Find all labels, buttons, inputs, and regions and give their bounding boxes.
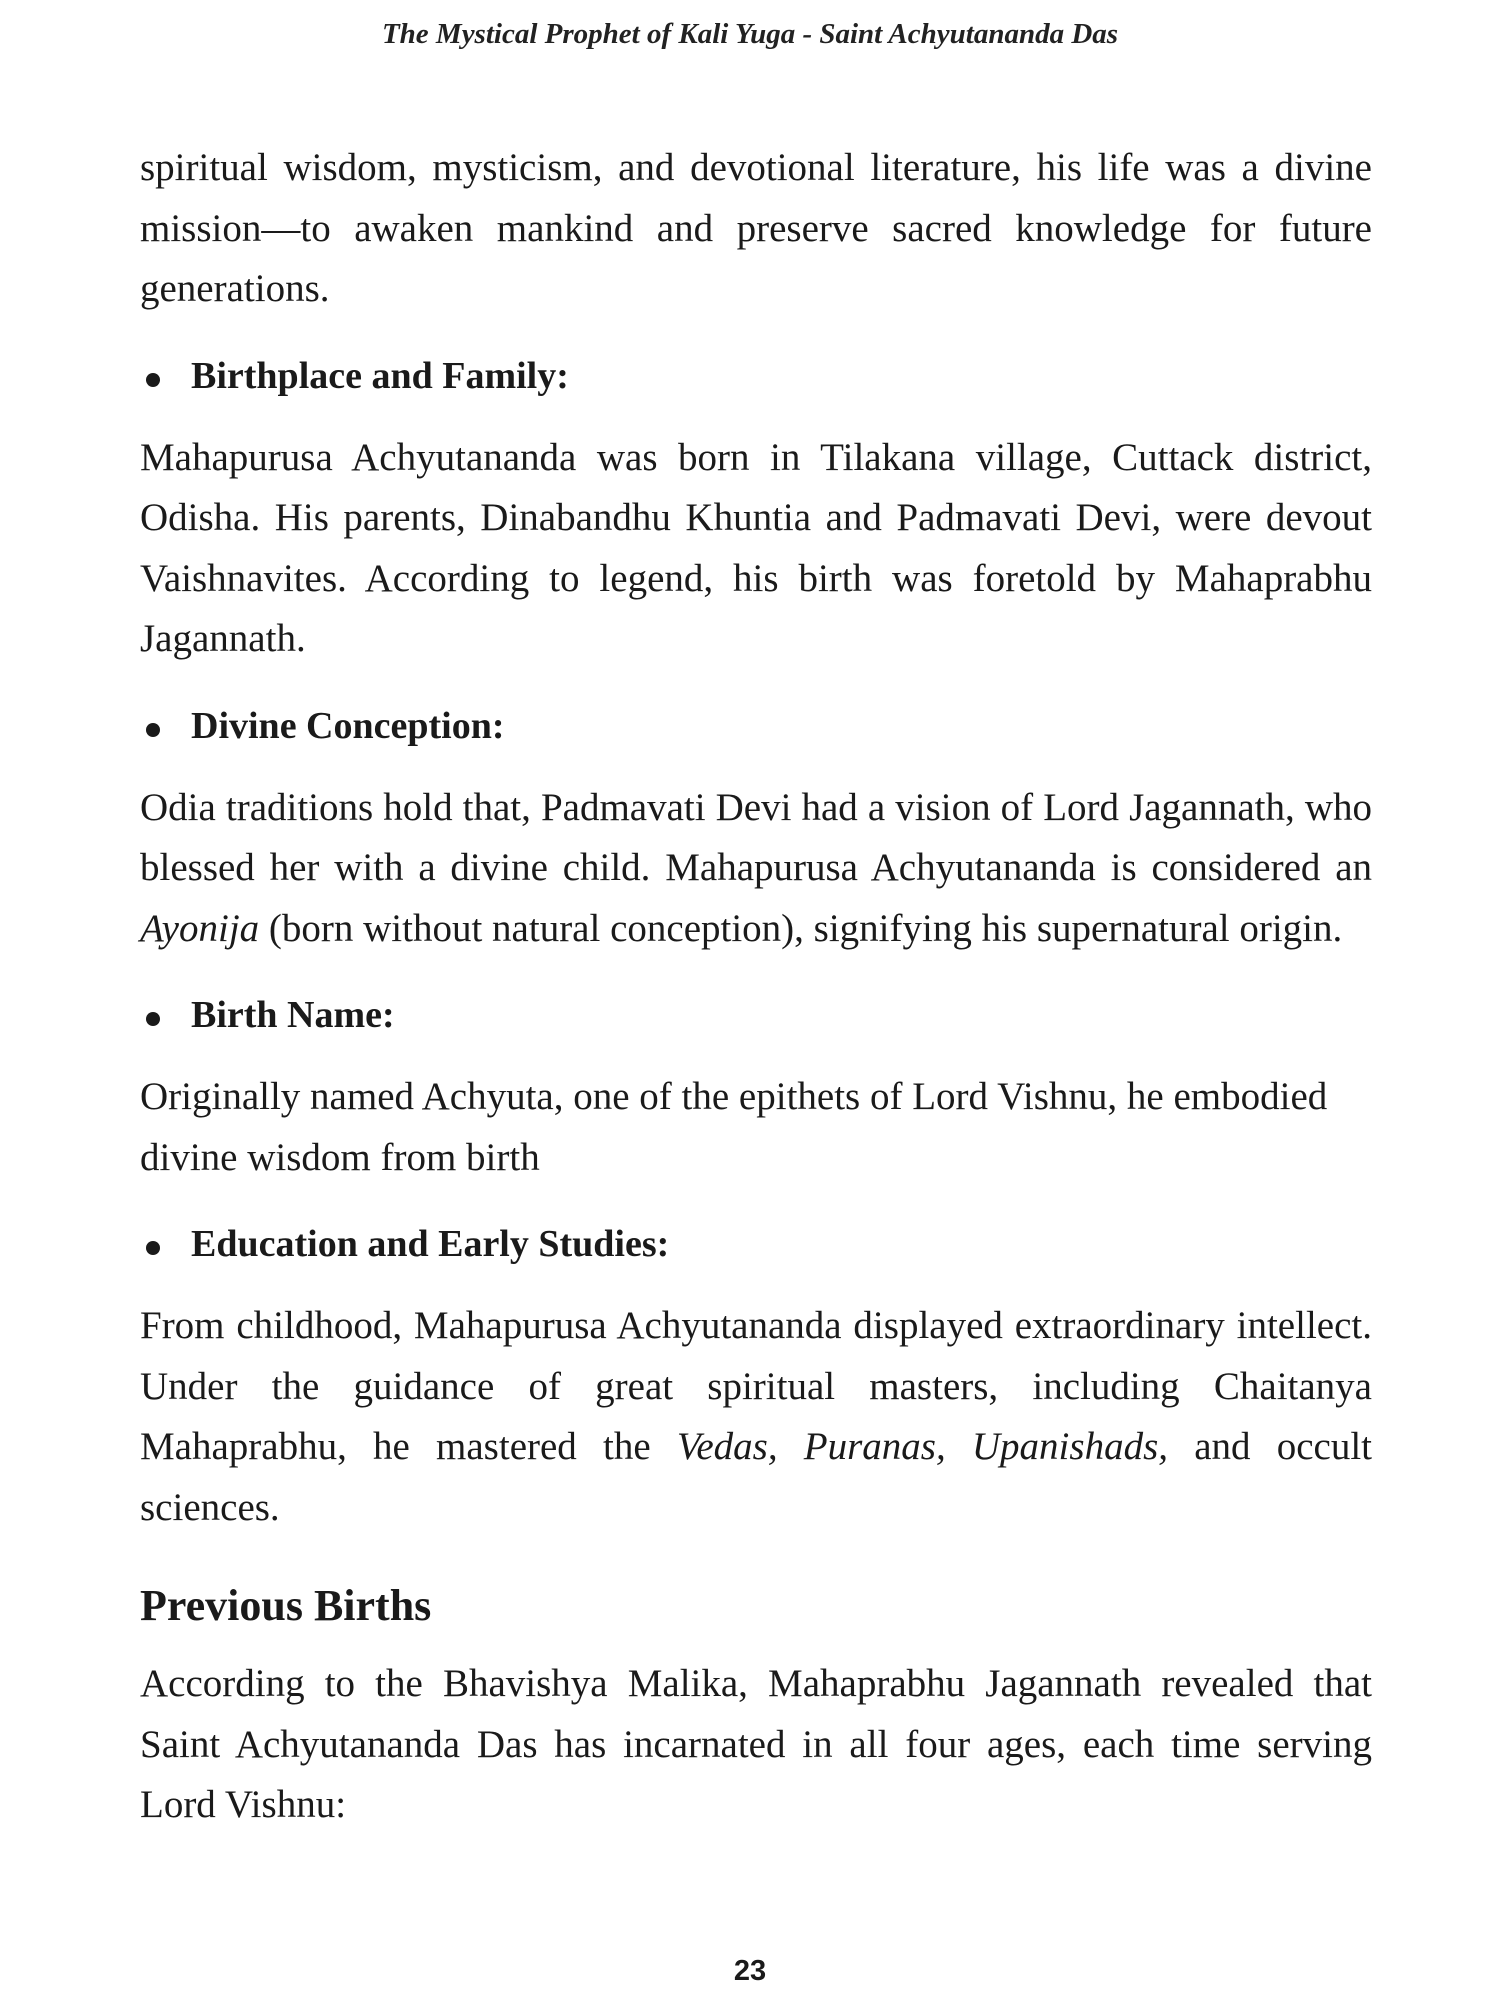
- birth-name-paragraph: Originally named Achyuta, one of the epithets of Lord Vishnu, he embodied divine wisdom from birth: [140, 1075, 1328, 1179]
- bullet-heading-birth-name: [140, 985, 1372, 1045]
- bullet-heading-label: Divine Conception:: [191, 704, 505, 747]
- bullet-heading-label: Birthplace and Family:: [191, 354, 569, 397]
- conception-text-end: (born without natural conception), signifying his supernatural origin.: [259, 906, 1343, 950]
- education-paragraph: [140, 1296, 1372, 1538]
- bullet-heading-education: [140, 1214, 1372, 1274]
- bullet-heading-birthplace: [140, 346, 1372, 406]
- birthplace-paragraph: Mahapurusa Achyutananda was born in Tilakana village, Cuttack district, Odisha. His parents, Dinabandhu Khuntia and Padmavati Devi, were devout Vaishnavites. According to legend, his birth was foretold by Mahaprabhu Jagannath.: [140, 435, 1372, 660]
- education-text-start: From childhood, Mahapurusa Achyutananda displayed extraordinary intellect. Under the guidance of great spiritual masters, including Chaitanya Mahaprabhu, he mastered the: [140, 1304, 1372, 1468]
- conception-text-start: Odia traditions hold that, Padmavati Devi had a vision of Lord Jagannath, who blessed her with a divine child. Mahapurusa Achyutananda is considered an: [140, 785, 1372, 889]
- bullet-heading-conception: [140, 696, 1372, 756]
- conception-paragraph: [140, 778, 1372, 960]
- intro-paragraph: spiritual wisdom, mysticism, and devotional literature, his life was a divine mission—to awaken mankind and preserve sacred knowledge for future generations.: [140, 146, 1372, 310]
- bullet-icon: [146, 1241, 160, 1255]
- bullet-icon: [146, 1012, 160, 1026]
- bullet-icon: [146, 373, 160, 387]
- page-number: 23: [733, 1955, 767, 1987]
- section-heading-previous-births: Previous Births: [140, 1581, 432, 1630]
- education-text-end: and occult sciences.: [140, 1425, 1372, 1529]
- bullet-heading-label: Birth Name:: [191, 994, 395, 1036]
- page-content: [140, 138, 1372, 1836]
- bullet-heading-label: Education and Early Studies:: [191, 1223, 670, 1265]
- bullet-icon: [146, 723, 160, 737]
- previous-births-paragraph: According to the Bhavishya Malika, Mahaprabhu Jagannath revealed that Saint Achyutananda Das has incarnated in all four ages, each time serving Lord Vishnu:: [140, 1662, 1372, 1826]
- scriptures-list: Vedas, Puranas, Upanishads,: [676, 1425, 1168, 1468]
- ayonija-term: Ayonija: [140, 906, 260, 950]
- running-header: The Mystical Prophet of Kali Yuga - Saint Achyutananda Das: [381, 18, 1119, 50]
